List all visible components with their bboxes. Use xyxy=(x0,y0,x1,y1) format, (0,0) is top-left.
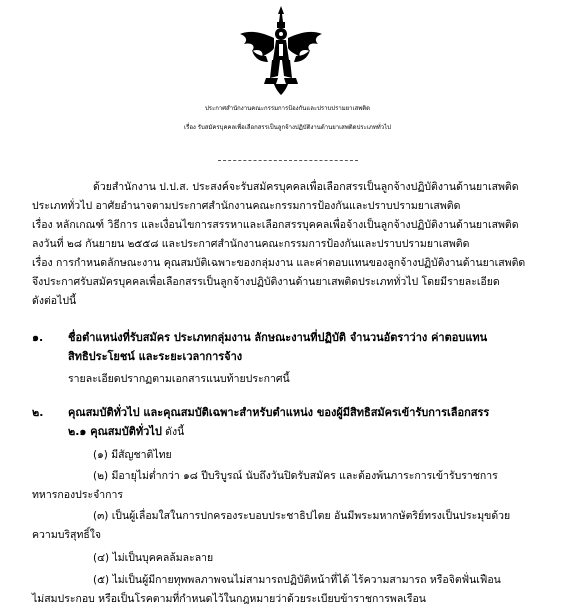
section-2-title: คุณสมบัติทั่วไป และคุณสมบัติเฉพาะสำหรับตำแหน่ง ของผู้มีสิทธิสมัครเข้ารับการเลือกสรร xyxy=(68,406,490,419)
garuda-emblem-icon xyxy=(236,4,326,96)
qualification-item: (๕) ไม่เป็นผู้มีกายทุพพลภาพจนไม่สามารถปฏิบัติหน้าที่ได้ ไร้ความสามารถ หรือจิตฟั่นเฟือน xyxy=(93,574,501,586)
qualification-item: (๑) มีสัญชาติไทย xyxy=(93,449,172,461)
qualification-item: (๔) ไม่เป็นบุคคลล้มละลาย xyxy=(93,552,214,564)
section-2-1-tail: ดังนี้ xyxy=(161,426,185,438)
qualification-item-cont: ความบริสุทธิ์ใจ xyxy=(32,529,102,541)
intro-line: ดังต่อไปนี้ xyxy=(32,295,77,307)
intro-line: จึงประกาศรับสมัครบุคคลเพื่อเลือกสรรเป็นลูกจ้างปฏิบัติงานด้านยาเสพติดประเภททั่วไป โดยมีรายละเอียด xyxy=(32,276,500,288)
intro-line: ประเภททั่วไป อาศัยอำนาจตามประกาศสำนักงานคณะกรรมการป้องกันและปราบปรามยาเสพติด xyxy=(32,200,461,212)
section-2-number: ๒. xyxy=(32,406,44,419)
section-2-1-heading xyxy=(68,424,184,440)
intro-line: ด้วยสำนักงาน ป.ป.ส. ประสงค์จะรับสมัครบุคคลเพื่อเลือกสรรเป็นลูกจ้างปฏิบัติงานด้านยาเสพติด xyxy=(93,181,519,193)
qualification-item-cont: ไม่สมประกอบ หรือเป็นโรคตามที่กำหนดไว้ในกฎหมายว่าด้วยระเบียบข้าราชการพลเรือน xyxy=(32,593,426,605)
section-1-detail: รายละเอียดปรากฏตามเอกสารแนบท้ายประกาศนี้ xyxy=(68,373,290,385)
qualification-item-cont: ทหารกองประจำการ xyxy=(32,489,124,501)
separator-line xyxy=(218,160,358,161)
qualification-item: (๒) มีอายุไม่ต่ำกว่า ๑๘ ปีบริบูรณ์ นับถึงวันปิดรับสมัคร และต้องพ้นภาระการเข้ารับราชการ xyxy=(93,470,498,482)
section-1-title: ชื่อตำแหน่งที่รับสมัคร ประเภทกลุ่มงาน ลักษณะงานที่ปฏิบัติ จำนวนอัตราว่าง ค่าตอบแทน xyxy=(68,331,488,344)
section-1-title-cont: สิทธิประโยชน์ และระยะเวลาการจ้าง xyxy=(68,350,243,363)
section-2-1-title: ๒.๑ คุณสมบัติทั่วไป xyxy=(68,425,162,438)
intro-line: เรื่อง การกำหนดลักษณะงาน คุณสมบัติเฉพาะของกลุ่มงาน และค่าตอบแทนของลูกจ้างปฏิบัติงานด้านยาเสพติด xyxy=(32,257,526,269)
announcement-subject: เรื่อง รับสมัครบุคคลเพื่อเลือกสรรเป็นลูกจ้างปฏิบัติงานด้านยาเสพติดประเภททั่วไป xyxy=(184,124,391,131)
section-1-number: ๑. xyxy=(32,331,44,344)
intro-line: ลงวันที่ ๒๘ กันยายน ๒๕๕๘ และประกาศสำนักงานคณะกรรมการป้องกันและปราบปรามยาเสพติด xyxy=(32,238,470,250)
qualification-item: (๓) เป็นผู้เลื่อมใสในการปกครองระบอบประชาธิปไตย อันมีพระมหากษัตริย์ทรงเป็นประมุขด้วย xyxy=(93,510,511,522)
announcement-title: ประกาศสำนักงานคณะกรรมการป้องกันและปราบปรามยาเสพติด xyxy=(204,105,371,112)
intro-line: เรื่อง หลักเกณฑ์ วิธีการ และเงื่อนไขการสรรหาและเลือกสรรบุคคลเพื่อจ้างเป็นลูกจ้างปฏิบัติงานด้านยาเสพติด xyxy=(32,219,519,231)
